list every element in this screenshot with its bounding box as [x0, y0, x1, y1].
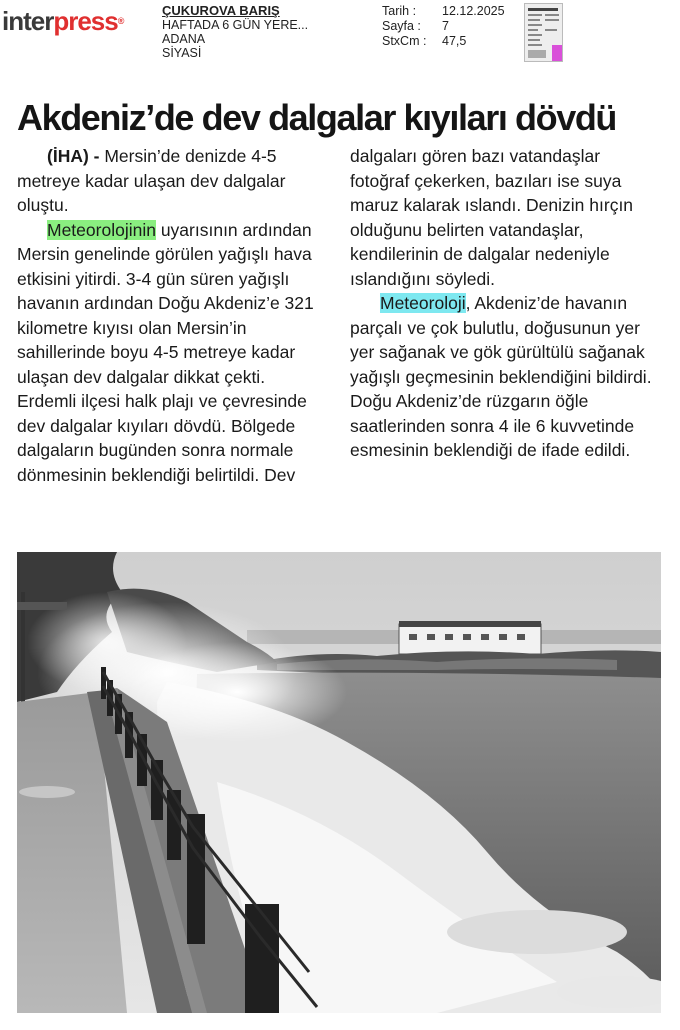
article-column-left [17, 144, 327, 487]
highlighted-keyword: Meteoroloji [380, 293, 466, 313]
paragraph-text: dalgaları gören bazı vatandaşlar fotoğraf çekerken, bazıları ise suya maruz kalarak ıslandı. Denizin hırçın olduğunu belirten vatandaşlar, kendilerinin de dalgalar nedeniyle ıslandığını söyledi. [350, 146, 634, 289]
page-thumbnail[interactable] [524, 3, 563, 62]
paragraph [350, 144, 662, 291]
logo-text-press: press [53, 6, 118, 36]
paragraph [17, 144, 327, 218]
publication-name[interactable]: ÇUKUROVA BARIŞ [162, 3, 280, 18]
interpress-logo [2, 6, 123, 36]
paragraph-text: uyarısının ardından Mersin genelinde görülen yağışlı hava etkisini yitirdi. 3-4 gün süren yağışlı havanın ardından Doğu Akdeniz’e 321 kilometre kıyısı olan Mersin’in sahillerinde boyu 4-5 metreye kadar ulaşan dev dalgalar dikkat çekti. Erdemli ilçesi halk plajı ve çevresinde dev dalgalar kıyıları dövdü. Bölgede dalgaların bugünden sonra normale dönmesinin beklendiği belirtildi. Dev [17, 219, 314, 485]
publication-frequency: HAFTADA 6 GÜN YERE... [162, 18, 309, 32]
waves-photo [17, 552, 661, 1013]
paragraph [17, 218, 327, 488]
publication-category: SİYASİ [162, 46, 202, 60]
page-value: 7 [442, 19, 449, 33]
page-label: Sayfa : [382, 19, 421, 33]
logo-text-inter: inter [2, 6, 54, 36]
clipping-info [382, 4, 505, 49]
date-value: 12.12.2025 [442, 4, 505, 18]
highlight-marker [552, 45, 562, 61]
paragraph [350, 291, 662, 463]
article-headline: Akdeniz’de dev dalgalar kıyıları dövdü [17, 97, 617, 138]
stxcm-value: 47,5 [442, 34, 467, 48]
registered-mark-icon: ® [117, 16, 124, 26]
article-column-right [350, 144, 662, 463]
publication-city: ADANA [162, 32, 206, 46]
date-label: Tarih : [382, 4, 417, 18]
highlighted-keyword: Meteorolojinin [47, 219, 156, 240]
news-agency-source: (İHA) - [47, 146, 100, 166]
stxcm-label: StxCm : [382, 34, 427, 48]
paragraph-text: Mersin’de denizde 4-5 metreye kadar ulaşan dev dalgalar oluştu. [17, 146, 286, 215]
publication-meta [162, 4, 308, 60]
paragraph-text: , Akdeniz’de havanın parçalı ve çok bulutlu, doğusunun yer yer sağanak ve gök gürültülü sağanak yağışlı geçmesinin beklendiğini bildirdi. Doğu Akdeniz’de rüzgarın öğle saatlerinden sonra 4 ile 6 kuvvetinde esmesinin beklendiği de ifade edildi. [350, 293, 652, 460]
